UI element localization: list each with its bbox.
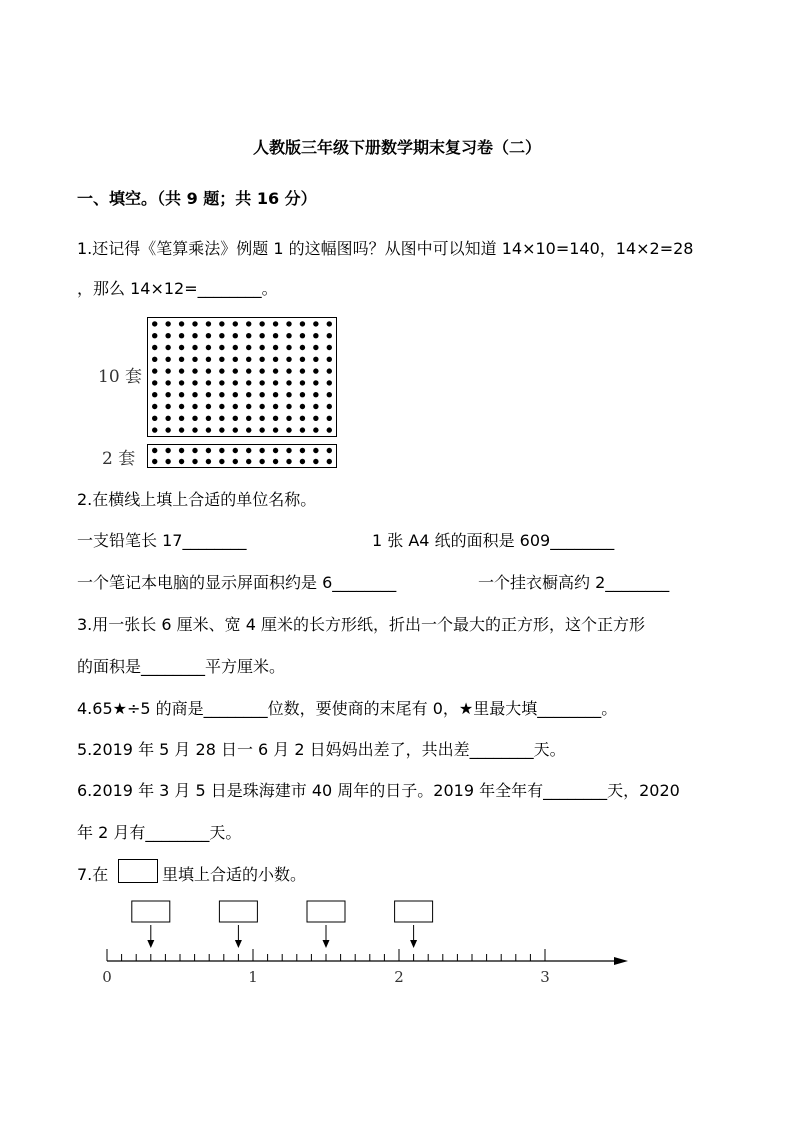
q1-line2: ，那么 14×12=________。 bbox=[77, 279, 278, 298]
q7-inline-box-icon bbox=[118, 859, 158, 883]
dot bbox=[327, 333, 332, 338]
q6-line1: 6.2019 年 3 月 5 日是珠海建市 40 周年的日子。2019 年全年有________天，2020 bbox=[77, 781, 680, 800]
dot bbox=[246, 392, 251, 397]
dot bbox=[327, 448, 332, 453]
dot bbox=[313, 448, 318, 453]
q6-line2: 年 2 月有________天。 bbox=[77, 823, 242, 842]
pointer-arrow-icon bbox=[147, 940, 154, 948]
dot bbox=[259, 392, 264, 397]
dot bbox=[233, 321, 238, 326]
dot bbox=[165, 333, 170, 338]
dot bbox=[273, 357, 278, 362]
dot bbox=[273, 404, 278, 409]
dot bbox=[219, 368, 224, 373]
dot bbox=[165, 404, 170, 409]
dot bbox=[246, 459, 251, 464]
dot bbox=[313, 427, 318, 432]
dot bbox=[327, 357, 332, 362]
dot bbox=[165, 392, 170, 397]
dot bbox=[233, 448, 238, 453]
dot bbox=[273, 321, 278, 326]
dot bbox=[192, 321, 197, 326]
dot bbox=[286, 416, 291, 421]
dot bbox=[273, 380, 278, 385]
dot bbox=[246, 333, 251, 338]
dot bbox=[179, 459, 184, 464]
dot bbox=[152, 459, 157, 464]
dot bbox=[286, 380, 291, 385]
answer-box bbox=[307, 901, 345, 922]
dot bbox=[192, 416, 197, 421]
dot bbox=[152, 392, 157, 397]
dot bbox=[152, 357, 157, 362]
dot bbox=[313, 404, 318, 409]
dot bbox=[206, 416, 211, 421]
dot bbox=[246, 404, 251, 409]
q5-line1: 5.2019 年 5 月 28 日一 6 月 2 日妈妈出差了，共出差________天。 bbox=[77, 740, 566, 759]
dot bbox=[259, 380, 264, 385]
pointer-arrow-icon bbox=[410, 940, 417, 948]
dot bbox=[273, 459, 278, 464]
q2-item-b: 1 张 A4 纸的面积是 609________ bbox=[372, 531, 615, 550]
dot bbox=[273, 392, 278, 397]
dot bbox=[206, 404, 211, 409]
axis-arrow-icon bbox=[614, 957, 628, 965]
dot bbox=[206, 448, 211, 453]
dot-array-2-rows bbox=[147, 444, 337, 468]
dot bbox=[219, 448, 224, 453]
dot bbox=[300, 380, 305, 385]
dot bbox=[286, 459, 291, 464]
dot bbox=[300, 345, 305, 350]
dot bbox=[165, 368, 170, 373]
tick-label: 0 bbox=[102, 968, 112, 986]
dot bbox=[286, 357, 291, 362]
dot bbox=[152, 448, 157, 453]
dot bbox=[152, 368, 157, 373]
dot bbox=[233, 368, 238, 373]
dot bbox=[192, 448, 197, 453]
dot bbox=[259, 448, 264, 453]
dot bbox=[313, 416, 318, 421]
section-heading: 一、填空。（共 9 题；共 16 分） bbox=[77, 189, 317, 208]
dot bbox=[192, 357, 197, 362]
q4-line1: 4.65★÷5 的商是________位数，要使商的末尾有 0，★里最大填________。 bbox=[77, 699, 618, 718]
dot bbox=[273, 333, 278, 338]
dot bbox=[313, 321, 318, 326]
dot bbox=[192, 380, 197, 385]
page-title: 人教版三年级下册数学期末复习卷（二） bbox=[252, 138, 541, 157]
dot bbox=[179, 333, 184, 338]
dot bbox=[219, 459, 224, 464]
dot bbox=[165, 427, 170, 432]
dot bbox=[259, 321, 264, 326]
dot-array-10-rows bbox=[147, 317, 337, 437]
dot bbox=[152, 333, 157, 338]
dot bbox=[259, 368, 264, 373]
dot bbox=[233, 380, 238, 385]
dot bbox=[165, 380, 170, 385]
dot bbox=[233, 345, 238, 350]
dot bbox=[219, 404, 224, 409]
dot bbox=[313, 392, 318, 397]
dot bbox=[246, 416, 251, 421]
dot bbox=[219, 321, 224, 326]
dot bbox=[313, 380, 318, 385]
dot bbox=[327, 321, 332, 326]
dot bbox=[206, 380, 211, 385]
dot bbox=[233, 427, 238, 432]
pointer-arrow-icon bbox=[323, 940, 330, 948]
dot bbox=[300, 392, 305, 397]
dot bbox=[179, 392, 184, 397]
dot bbox=[206, 368, 211, 373]
dot bbox=[273, 368, 278, 373]
dot bbox=[327, 459, 332, 464]
dot bbox=[300, 448, 305, 453]
dot bbox=[152, 416, 157, 421]
dot bbox=[219, 427, 224, 432]
dot bbox=[152, 321, 157, 326]
dot bbox=[327, 392, 332, 397]
dot bbox=[233, 392, 238, 397]
dot bbox=[300, 333, 305, 338]
q2-item-d: 一个挂衣橱高约 2________ bbox=[478, 573, 670, 592]
dot bbox=[192, 345, 197, 350]
dot bbox=[165, 345, 170, 350]
dot bbox=[152, 345, 157, 350]
dot bbox=[259, 345, 264, 350]
dot bbox=[246, 380, 251, 385]
dot bbox=[286, 427, 291, 432]
dot bbox=[165, 448, 170, 453]
dot bbox=[286, 345, 291, 350]
dot bbox=[259, 357, 264, 362]
dot bbox=[273, 448, 278, 453]
pointer-arrow-icon bbox=[235, 940, 242, 948]
dot bbox=[206, 357, 211, 362]
dot bbox=[327, 404, 332, 409]
dot bbox=[259, 459, 264, 464]
dot bbox=[192, 404, 197, 409]
dot bbox=[300, 416, 305, 421]
tick-label: 2 bbox=[394, 968, 404, 986]
label-10-sets: 10 套 bbox=[98, 367, 143, 387]
dot bbox=[327, 416, 332, 421]
tick-label: 1 bbox=[248, 968, 258, 986]
dot bbox=[219, 357, 224, 362]
dot bbox=[286, 368, 291, 373]
number-line bbox=[90, 895, 640, 990]
dot bbox=[313, 368, 318, 373]
dot bbox=[192, 427, 197, 432]
dot bbox=[246, 345, 251, 350]
dot bbox=[152, 404, 157, 409]
dot bbox=[327, 427, 332, 432]
dot bbox=[313, 357, 318, 362]
dot bbox=[286, 404, 291, 409]
answer-box bbox=[132, 901, 170, 922]
dot bbox=[286, 392, 291, 397]
dot bbox=[313, 459, 318, 464]
dot bbox=[152, 427, 157, 432]
dot bbox=[273, 427, 278, 432]
dot bbox=[300, 459, 305, 464]
dot bbox=[259, 333, 264, 338]
dot bbox=[219, 333, 224, 338]
dot bbox=[206, 427, 211, 432]
dot bbox=[233, 416, 238, 421]
dot bbox=[300, 368, 305, 373]
dot bbox=[179, 380, 184, 385]
dot bbox=[233, 459, 238, 464]
dot bbox=[259, 416, 264, 421]
dot bbox=[219, 416, 224, 421]
dot bbox=[165, 459, 170, 464]
dot bbox=[286, 333, 291, 338]
dot bbox=[165, 416, 170, 421]
dot bbox=[246, 321, 251, 326]
dot bbox=[219, 392, 224, 397]
q7-suffix: 里填上合适的小数。 bbox=[162, 865, 307, 884]
dot bbox=[179, 416, 184, 421]
answer-box bbox=[219, 901, 257, 922]
dot bbox=[273, 416, 278, 421]
dot bbox=[300, 404, 305, 409]
dot bbox=[206, 392, 211, 397]
dot bbox=[206, 333, 211, 338]
dot bbox=[233, 404, 238, 409]
dot bbox=[259, 427, 264, 432]
dot bbox=[246, 448, 251, 453]
dot bbox=[327, 345, 332, 350]
dot bbox=[192, 459, 197, 464]
dot bbox=[300, 427, 305, 432]
dot bbox=[165, 357, 170, 362]
dot bbox=[219, 380, 224, 385]
dot bbox=[179, 368, 184, 373]
dot bbox=[206, 345, 211, 350]
dot bbox=[273, 345, 278, 350]
dot bbox=[327, 368, 332, 373]
dot bbox=[192, 392, 197, 397]
dot bbox=[179, 321, 184, 326]
q1-line1: 1.还记得《笔算乘法》例题 1 的这幅图吗？从图中可以知道 14×10=140，14×2=28 bbox=[77, 239, 694, 258]
dot bbox=[313, 333, 318, 338]
dot bbox=[179, 404, 184, 409]
answer-box bbox=[395, 901, 433, 922]
dot bbox=[286, 321, 291, 326]
dot bbox=[179, 427, 184, 432]
dot bbox=[192, 333, 197, 338]
dot bbox=[300, 357, 305, 362]
q3-line1: 3.用一张长 6 厘米、宽 4 厘米的长方形纸，折出一个最大的正方形，这个正方形 bbox=[77, 615, 645, 634]
dot bbox=[286, 448, 291, 453]
dot bbox=[152, 380, 157, 385]
dot bbox=[327, 380, 332, 385]
dot bbox=[165, 321, 170, 326]
label-2-sets: 2 套 bbox=[102, 449, 136, 469]
dot bbox=[246, 357, 251, 362]
dot bbox=[246, 427, 251, 432]
dot bbox=[179, 448, 184, 453]
dot bbox=[192, 368, 197, 373]
dot bbox=[179, 357, 184, 362]
tick-label: 3 bbox=[540, 968, 550, 986]
dot bbox=[233, 357, 238, 362]
q2-item-c: 一个笔记本电脑的显示屏面积约是 6________ bbox=[77, 573, 397, 592]
dot bbox=[246, 368, 251, 373]
dot bbox=[233, 333, 238, 338]
dot bbox=[206, 459, 211, 464]
dot bbox=[179, 345, 184, 350]
q2-item-a: 一支铅笔长 17________ bbox=[77, 531, 247, 550]
q2-stem: 2.在横线上填上合适的单位名称。 bbox=[77, 490, 317, 509]
dot bbox=[219, 345, 224, 350]
dot bbox=[300, 321, 305, 326]
dot bbox=[313, 345, 318, 350]
dot bbox=[206, 321, 211, 326]
q3-line2: 的面积是________平方厘米。 bbox=[77, 657, 286, 676]
q7-prefix: 7.在 bbox=[77, 865, 109, 884]
dot bbox=[259, 404, 264, 409]
